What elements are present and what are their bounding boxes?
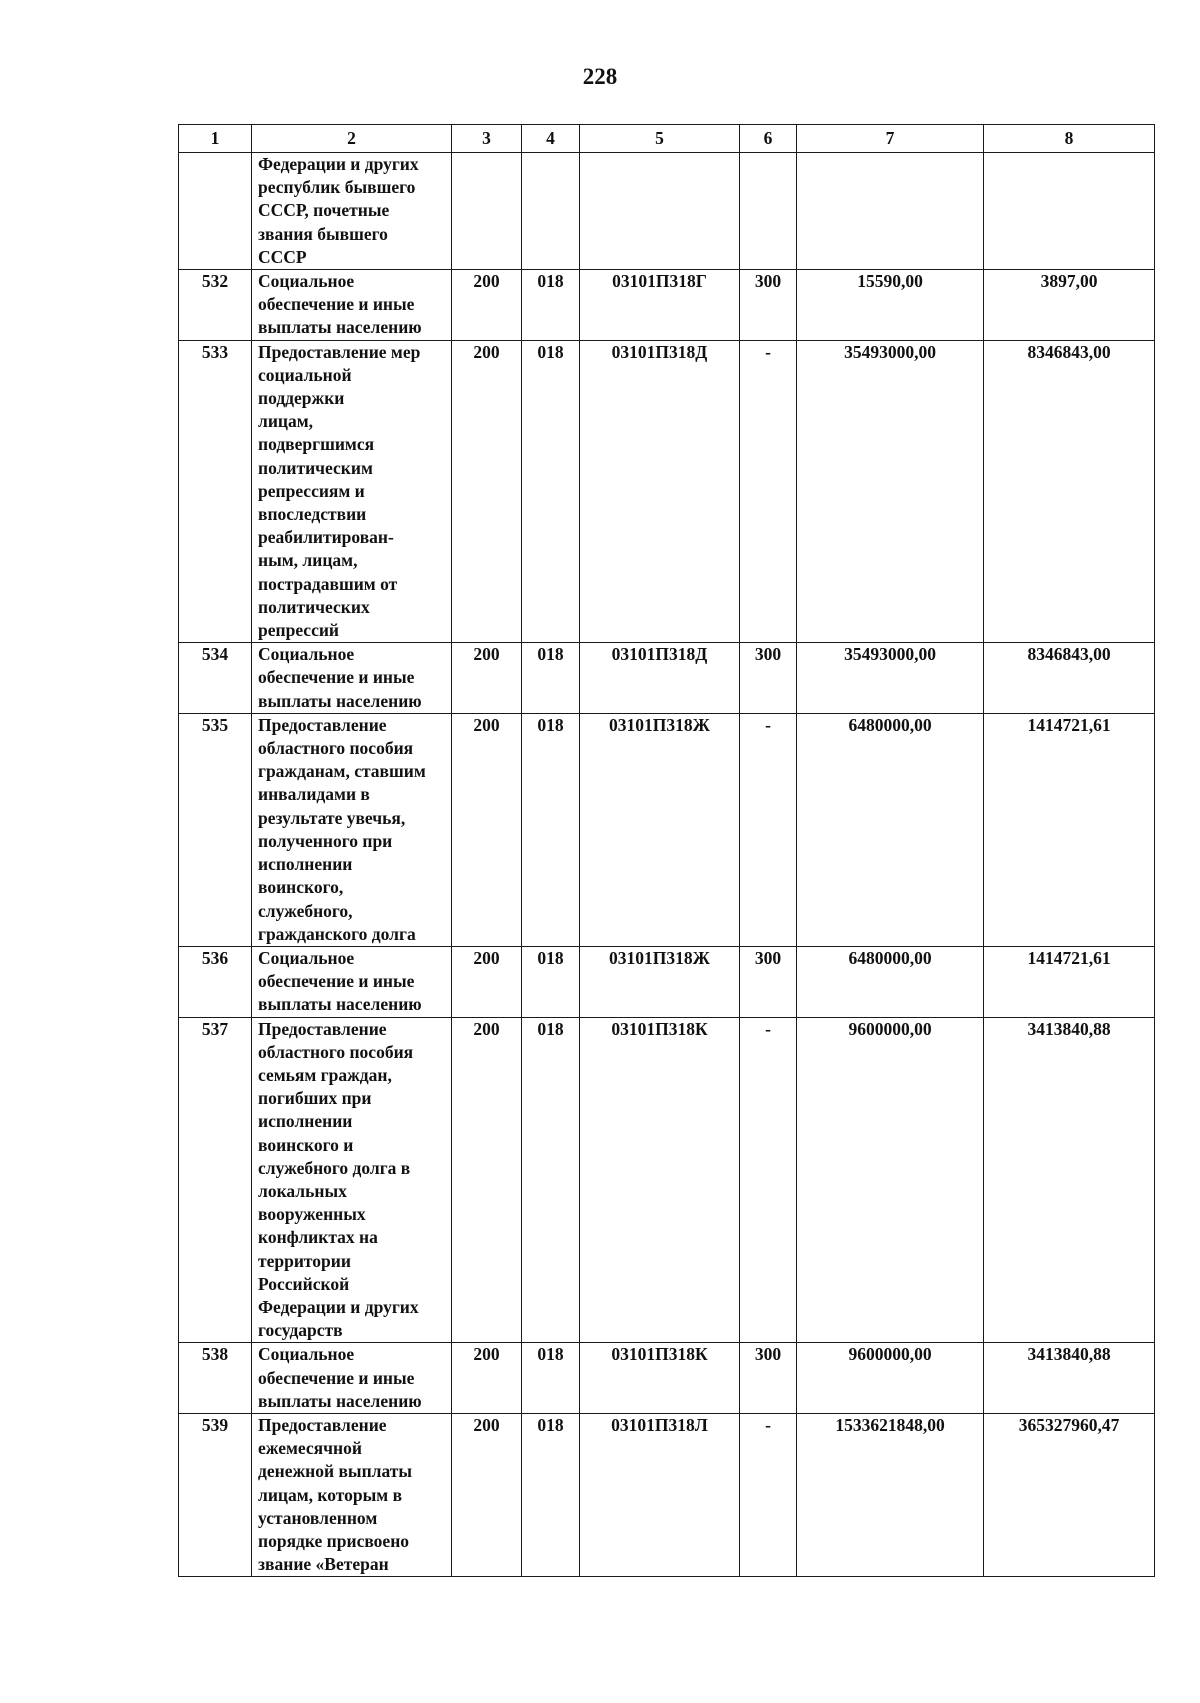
item-name [252,1343,452,1414]
column-number-row [179,125,1155,153]
code-3: 200 [452,1413,522,1576]
amount-plan: 6480000,00 [797,946,984,1017]
item-name-line: лицам, [258,411,314,432]
item-name-line: Социальное [258,1344,355,1365]
code-3: 200 [452,1343,522,1414]
item-name-line: Предоставление мер [258,341,421,362]
item-name-line: воинского и [258,1134,354,1155]
code-4: 018 [522,270,580,341]
code-4 [522,153,580,270]
item-name-line: подвергшимся [258,434,375,455]
table-row [179,153,1155,270]
item-name-line: звание «Ветеран [258,1554,389,1575]
target-code: 03101П318Г [580,270,740,341]
item-name-line: служебного долга в [258,1157,411,1178]
amount-actual: 3413840,88 [984,1343,1155,1414]
code-3: 200 [452,946,522,1017]
item-name-line: инвалидами в [258,784,370,805]
item-name-line: выплаты населению [258,1390,422,1411]
amount-actual: 365327960,47 [984,1413,1155,1576]
amount-actual: 3413840,88 [984,1017,1155,1343]
item-name-line: лицам, которым в [258,1484,403,1505]
column-header: 6 [740,125,797,153]
amount-plan: 15590,00 [797,270,984,341]
row-number: 538 [179,1343,252,1414]
item-name-line: республик бывшего [258,177,416,198]
item-name-line: впоследствии [258,504,367,525]
code-3: 200 [452,713,522,946]
item-name-line: служебного, [258,900,353,921]
item-name-line: СССР, почетные [258,200,390,221]
expense-type: 300 [740,946,797,1017]
code-4: 018 [522,1413,580,1576]
item-name-line: территории [258,1250,351,1271]
amount-plan [797,153,984,270]
column-header: 3 [452,125,522,153]
target-code: 03101П318Д [580,340,740,643]
column-header: 2 [252,125,452,153]
item-name-line: исполнении [258,854,353,875]
item-name-line: Социальное [258,644,355,665]
code-3: 200 [452,270,522,341]
item-name-line: порядке присвоено [258,1530,410,1551]
item-name-line: воинского, [258,877,344,898]
row-number: 539 [179,1413,252,1576]
item-name-line: денежной выплаты [258,1461,413,1482]
code-4: 018 [522,1017,580,1343]
item-name-line: установленном [258,1507,378,1528]
page-number: 228 [582,64,618,89]
target-code: 03101П318Д [580,643,740,714]
item-name [252,340,452,643]
table-row [179,1343,1155,1414]
item-name-line: гражданам, ставшим [258,761,426,782]
amount-plan: 6480000,00 [797,713,984,946]
budget-table [178,124,1155,1577]
code-3 [452,153,522,270]
row-number: 533 [179,340,252,643]
amount-plan: 35493000,00 [797,643,984,714]
item-name-line: репрессий [258,620,339,641]
item-name-line: исполнении [258,1111,353,1132]
expense-type: - [740,1017,797,1343]
item-name-line: обеспечение и иные [258,971,415,992]
row-number: 535 [179,713,252,946]
item-name [252,1017,452,1343]
table-body [179,153,1155,1577]
item-name-line: областного пособия [258,1041,414,1062]
item-name-line: Предоставление [258,1414,387,1435]
row-number: 537 [179,1017,252,1343]
target-code: 03101П318Ж [580,713,740,946]
expense-type: - [740,1413,797,1576]
amount-plan: 1533621848,00 [797,1413,984,1576]
amount-actual [984,153,1155,270]
table-header [179,125,1155,153]
table-row [179,643,1155,714]
table-row [179,1413,1155,1576]
item-name-line: пострадавшим от [258,573,398,594]
table-row [179,1017,1155,1343]
item-name [252,713,452,946]
item-name-line: Федерации и других [258,1296,419,1317]
item-name-line: гражданского долга [258,923,416,944]
code-3: 200 [452,1017,522,1343]
item-name-line: выплаты населению [258,690,422,711]
target-code [580,153,740,270]
item-name [252,1413,452,1576]
item-name-line: социальной [258,364,352,385]
row-number: 532 [179,270,252,341]
item-name-line: звания бывшего [258,223,388,244]
table-row [179,946,1155,1017]
item-name-line: репрессиям и [258,480,365,501]
item-name-line: областного пособия [258,738,414,759]
target-code: 03101П318Ж [580,946,740,1017]
item-name-line: СССР [258,246,307,267]
item-name-line: Социальное [258,271,355,292]
item-name-line: Российской [258,1273,350,1294]
item-name-line: ежемесячной [258,1438,362,1459]
column-header: 8 [984,125,1155,153]
target-code: 03101П318Л [580,1413,740,1576]
table-row [179,340,1155,643]
item-name-line: поддержки [258,388,345,409]
item-name-line: локальных [258,1180,347,1201]
amount-actual: 1414721,61 [984,946,1155,1017]
expense-type: - [740,713,797,946]
item-name-line: вооруженных [258,1204,366,1225]
item-name-line: Федерации и других [258,154,419,174]
item-name [252,270,452,341]
target-code: 03101П318К [580,1343,740,1414]
amount-plan: 9600000,00 [797,1017,984,1343]
item-name-line: семьям граждан, [258,1064,392,1085]
item-name-line: обеспечение и иные [258,667,415,688]
code-4: 018 [522,643,580,714]
amount-plan: 9600000,00 [797,1343,984,1414]
amount-actual: 3897,00 [984,270,1155,341]
expense-type: 300 [740,643,797,714]
expense-type [740,153,797,270]
item-name-line: обеспечение и иные [258,294,415,315]
amount-actual: 8346843,00 [984,643,1155,714]
item-name-line: результате увечья, [258,807,406,828]
item-name [252,946,452,1017]
column-header: 7 [797,125,984,153]
item-name-line: обеспечение и иные [258,1367,415,1388]
item-name-line: Предоставление [258,714,387,735]
row-number: 536 [179,946,252,1017]
item-name-line: полученного при [258,830,393,851]
item-name-line: конфликтах на [258,1227,378,1248]
code-4: 018 [522,340,580,643]
item-name [252,153,452,270]
row-number [179,153,252,270]
code-3: 200 [452,643,522,714]
item-name-line: политических [258,596,370,617]
code-4: 018 [522,1343,580,1414]
item-name-line: выплаты населению [258,317,422,338]
amount-plan: 35493000,00 [797,340,984,643]
code-3: 200 [452,340,522,643]
expense-type: - [740,340,797,643]
item-name-line: Социальное [258,947,355,968]
amount-actual: 8346843,00 [984,340,1155,643]
expense-type: 300 [740,270,797,341]
row-number: 534 [179,643,252,714]
item-name-line: погибших при [258,1088,372,1109]
expense-type: 300 [740,1343,797,1414]
item-name-line: выплаты населению [258,994,422,1015]
item-name-line: реабилитирован- [258,527,394,548]
item-name-line: политическим [258,457,373,478]
column-header: 1 [179,125,252,153]
item-name-line: Предоставление [258,1018,387,1039]
column-header: 5 [580,125,740,153]
table-row [179,713,1155,946]
table-row [179,270,1155,341]
column-header: 4 [522,125,580,153]
item-name-line: ным, лицам, [258,550,358,571]
target-code: 03101П318К [580,1017,740,1343]
code-4: 018 [522,946,580,1017]
item-name-line: государств [258,1320,343,1341]
amount-actual: 1414721,61 [984,713,1155,946]
item-name [252,643,452,714]
code-4: 018 [522,713,580,946]
